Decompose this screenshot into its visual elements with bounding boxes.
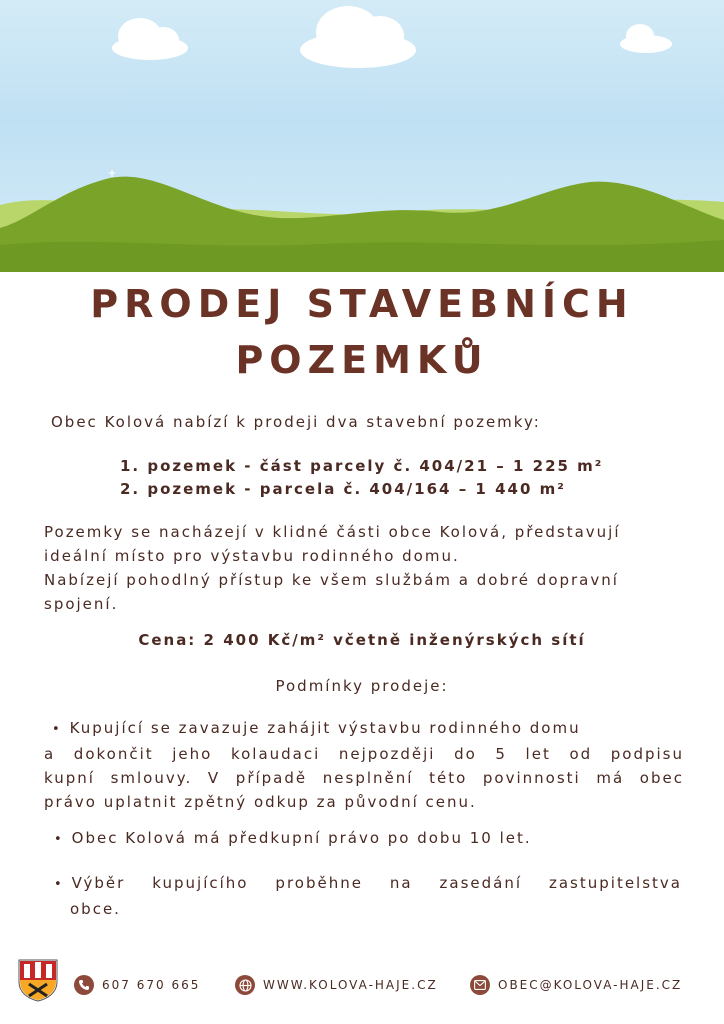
plot-item-1: 1. pozemek - část parcely č. 404/21 – 1 225 m² <box>120 457 604 475</box>
email-link[interactable]: OBEC@KOLOVA-HAJE.CZ <box>498 978 683 992</box>
intro-text: Obec Kolová nabízí k prodeji dva stavební pozemky: <box>51 413 541 431</box>
description <box>44 520 684 616</box>
bullet-icon: • <box>54 832 64 847</box>
conditions-title: Podmínky prodeje: <box>275 677 449 695</box>
price-text: Cena: 2 400 Kč/m² včetně inženýrských sítí <box>138 631 586 649</box>
phone-number: 607 670 665 <box>102 978 201 992</box>
condition-line: Výběr kupujícího proběhne na zasedání zastupitelstva <box>71 874 682 892</box>
municipal-crest-icon <box>17 958 59 1002</box>
figure-icon <box>109 170 115 177</box>
phone-icon <box>74 975 94 995</box>
bullet-icon: • <box>52 722 62 737</box>
envelope-icon <box>470 975 490 995</box>
description-line: ideální místo pro výstavbu rodinného domu. <box>44 547 460 565</box>
condition-item-2 <box>54 826 532 852</box>
condition-line: Obec Kolová má předkupní právo po dobu 10 let. <box>71 829 532 847</box>
plot-list <box>120 455 603 501</box>
website-link[interactable]: WWW.KOLOVA-HAJE.CZ <box>263 978 438 992</box>
plot-item-2: 2. pozemek - parcela č. 404/164 – 1 440 m² <box>120 480 566 498</box>
globe-icon <box>235 975 255 995</box>
description-line: Pozemky se nacházejí v klidné části obce Kolová, představují <box>44 523 621 541</box>
bullet-icon: • <box>54 877 64 892</box>
condition-line: kupní smlouvy. V případě nesplnění této povinnosti má obec <box>44 769 684 787</box>
condition-line: obce. <box>70 900 121 918</box>
description-line: Nabízejí pohodlný přístup ke všem službám a dobré dopravní <box>44 571 619 589</box>
condition-line: a dokončit jeho kolaudaci nejpozději do 5 let od podpisu <box>44 745 684 763</box>
condition-line: Kupující se zavazuje zahájit výstavbu rodinného domu <box>69 719 581 737</box>
cloud-shapes <box>112 6 672 68</box>
footer-phone[interactable] <box>74 975 200 995</box>
landscape-illustration <box>0 0 724 272</box>
condition-line: právo uplatnit zpětný odkup za původní cenu. <box>44 793 477 811</box>
condition-item-1 <box>44 716 684 814</box>
description-line: spojení. <box>44 595 119 613</box>
page-title-line-1: PRODEJ STAVEBNÍCH <box>90 282 634 326</box>
footer-website[interactable] <box>235 975 438 995</box>
footer-email[interactable] <box>470 975 682 995</box>
condition-item-3 <box>54 871 682 921</box>
page-title-line-2: POZEMKŮ <box>235 338 489 382</box>
